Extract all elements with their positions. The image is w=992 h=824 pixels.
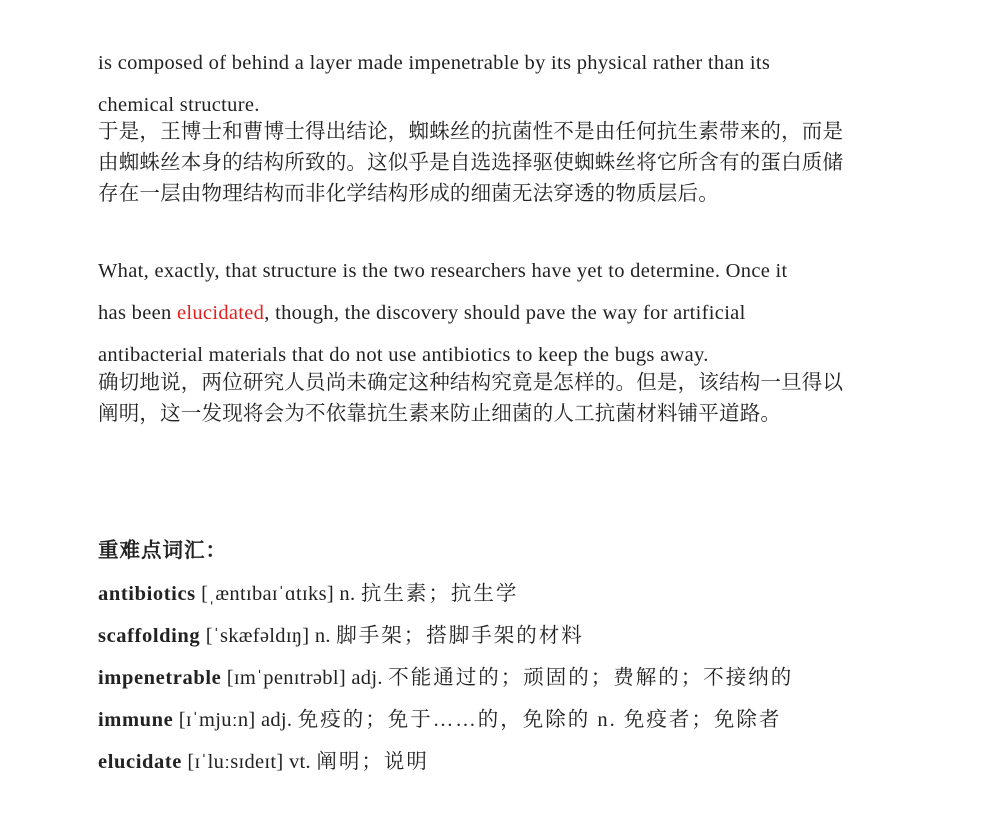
paragraph-2-en-line-2 (98, 292, 788, 334)
vocab-meaning: 不能通过的；顽固的；费解的；不接纳的 (388, 667, 794, 689)
vocab-phonetic: [ˈskæfəldɪŋ] (205, 625, 310, 647)
vocab-word: elucidate (98, 751, 182, 773)
paragraph-2 (98, 250, 788, 376)
vocab-meaning: 脚手架；搭脚手架的材料 (336, 625, 584, 647)
paragraph-1-en-line-1: is composed of behind a layer made impenetrable by its physical rather than its (98, 52, 771, 74)
vocab-pos: n. (314, 625, 331, 647)
vocab-item-elucidate (98, 741, 793, 783)
vocab-item-impenetrable (98, 657, 793, 699)
vocab-meaning: 阐明；说明 (316, 751, 429, 773)
vocab-item-scaffolding (98, 615, 793, 657)
vocab-item-immune (98, 699, 793, 741)
vocab-phonetic: [ɪˈluːsɪdeɪt] (187, 751, 284, 773)
vocab-word: antibiotics (98, 583, 196, 605)
vocab-word: immune (98, 709, 174, 731)
vocab-pos: n. (339, 583, 356, 605)
paragraph-1 (98, 42, 770, 126)
paragraph-2-en-line-2-after: , though, the discovery should pave the way for artificial (264, 302, 746, 324)
vocab-pos: adj. (351, 667, 383, 689)
paragraph-1-zh-line-2: 由蜘蛛丝本身的结构所致的。这似乎是自选选择驱使蜘蛛丝将它所含有的蛋白质储 (98, 152, 844, 174)
vocab-item-antibiotics (98, 573, 793, 615)
paragraph-2-en-line-3: antibacterial materials that do not use antibiotics to keep the bugs away. (98, 344, 709, 366)
vocab-meaning: 免疫的；免于……的，免除的 n. 免疫者；免除者 (297, 709, 782, 731)
paragraph-2-zh-line-2: 阐明，这一发现将会为不依靠抗生素来防止细菌的人工抗菌材料铺平道路。 (98, 403, 782, 425)
paragraph-2-en-line-1: What, exactly, that structure is the two researchers have yet to determine. Once it (98, 260, 788, 282)
paragraph-1-zh-line-1: 于是，王博士和曹博士得出结论，蜘蛛丝的抗菌性不是由任何抗生素带来的，而是 (98, 121, 844, 143)
vocab-list (98, 573, 793, 783)
vocab-word: impenetrable (98, 667, 222, 689)
vocab-pos: vt. (288, 751, 311, 773)
paragraph-1-translation (98, 117, 843, 210)
vocab-phonetic: [ˌæntɪbaɪˈɑtɪks] (201, 583, 334, 605)
vocab-word: scaffolding (98, 625, 201, 647)
paragraph-2-en-line-2-before: has been (98, 302, 177, 324)
paragraph-2-zh-line-1: 确切地说，两位研究人员尚未确定这种结构究竟是怎样的。但是，该结构一旦得以 (98, 372, 844, 394)
vocab-phonetic: [ɪˈmjuːn] (178, 709, 256, 731)
paragraph-1-zh-line-3: 存在一层由物理结构而非化学结构形成的细菌无法穿透的物质层后。 (98, 183, 719, 205)
vocab-pos: adj. (260, 709, 293, 731)
vocab-title: 重难点词汇： (98, 540, 227, 562)
highlighted-word: elucidated (176, 302, 265, 324)
paragraph-1-en-line-2: chemical structure. (98, 94, 260, 116)
vocab-meaning: 抗生素；抗生学 (360, 583, 519, 605)
paragraph-2-translation (98, 368, 843, 430)
vocab-phonetic: [ɪmˈpenɪtrəbl] (226, 667, 346, 689)
